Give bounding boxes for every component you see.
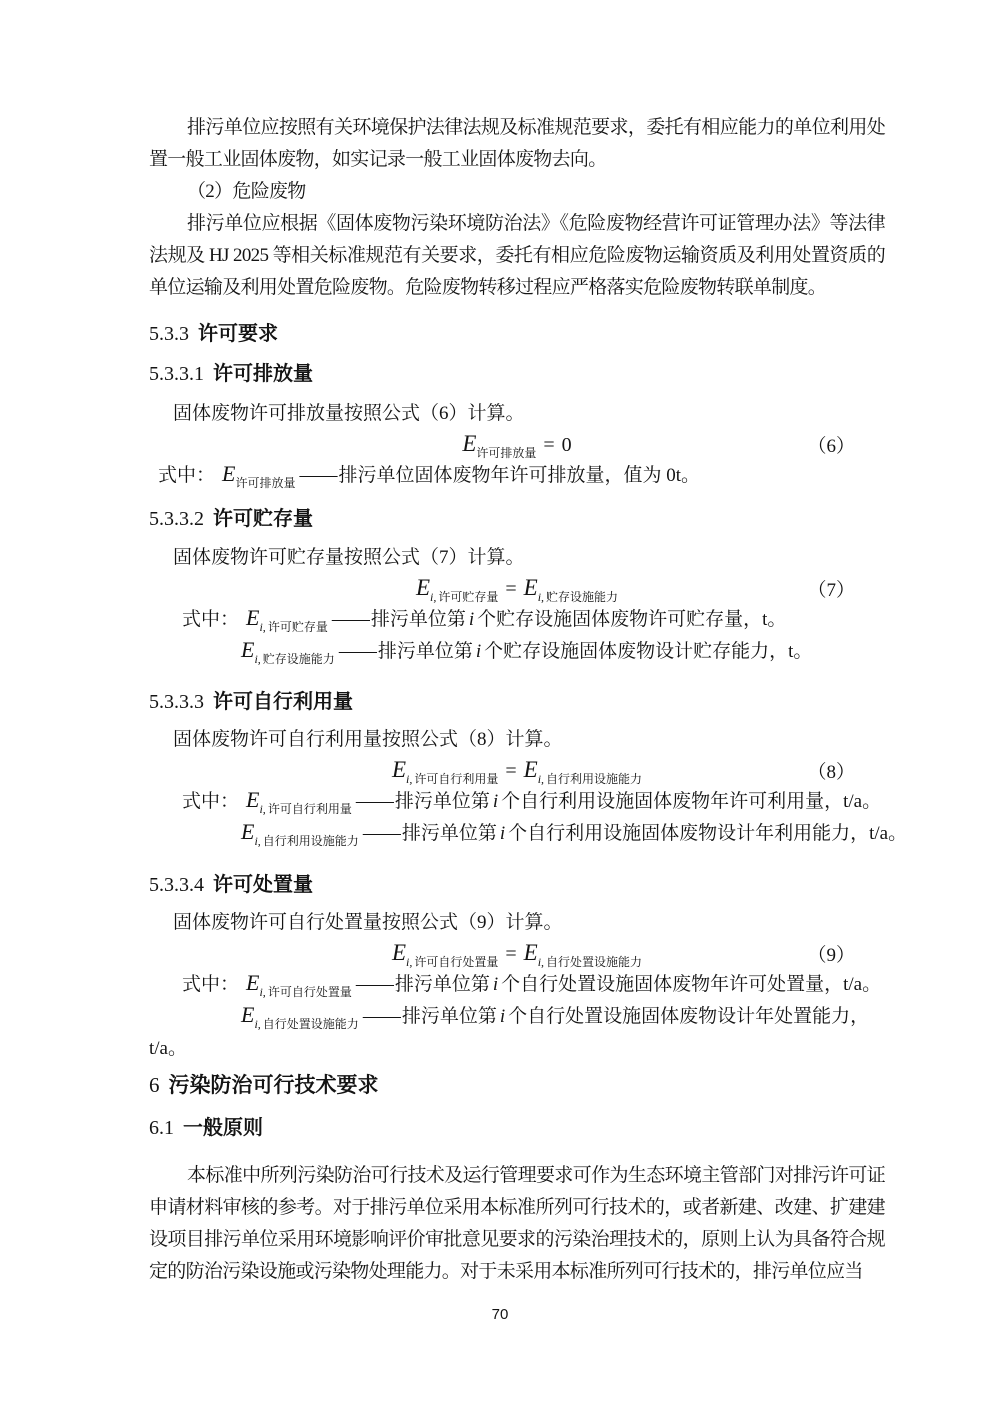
page-number: 70 [491, 1306, 509, 1323]
list-item-hazardous-waste: （2）危险废物 [187, 181, 306, 202]
index-i: i, [254, 1017, 261, 1031]
subscript-text: 许可自行利用量 [414, 772, 499, 786]
heading-number: 5.3.3.4 [149, 874, 204, 896]
formula-9-definition-2-continuation: t/a。 [149, 1038, 187, 1059]
formula-9-lhs-variable: E [391, 940, 406, 965]
where-label: 式中： [182, 974, 240, 995]
definition-text: 个自行处置设施固体废物设计年处置能力， [508, 1006, 870, 1027]
formula-6-intro: 固体废物许可排放量按照公式（6）计算。 [173, 403, 525, 424]
index-i: i [499, 1006, 506, 1027]
heading-title: 一般原则 [183, 1117, 263, 1139]
heading-permitted-disposal [149, 871, 885, 899]
formula-6-lhs-subscript: 许可排放量 [476, 446, 537, 460]
heading-title: 许可排放量 [213, 363, 313, 385]
formula-9 [149, 939, 885, 969]
formula-8-body [391, 757, 643, 786]
em-dash: —— [299, 465, 338, 486]
subscript-text: 贮存设施能力 [262, 652, 335, 666]
index-i: i, [254, 834, 261, 848]
formula-8 [149, 756, 885, 786]
formula-6 [149, 430, 885, 460]
heading-permitted-self-use [149, 688, 885, 716]
definition-text: 排污单位第 [401, 1006, 497, 1027]
heading-number: 5.3.3.3 [149, 691, 204, 713]
index-i: i, [259, 802, 266, 816]
heading-permitted-storage [149, 505, 885, 533]
definition-variable: E [241, 637, 255, 662]
index-i: i, [254, 652, 261, 666]
index-i: i [492, 974, 499, 995]
paragraph-hazardous-waste: 排污单位应根据《固体废物污染环境防治法》《危险废物经营许可证管理办法》等法律法规及 HJ 2025 等相关标准规范有关要求，委托有相应危险废物运输资质及利用处置资质的单位运输及利用处置危险废物。危险废物转移过程应严格落实危险废物转联单制度。 [149, 213, 885, 298]
formula-9-intro: 固体废物许可自行处置量按照公式（9）计算。 [173, 912, 563, 933]
em-dash: —— [362, 823, 401, 844]
heading-number: 5.3.3 [149, 323, 189, 345]
subscript-text: 许可自行处置量 [414, 955, 499, 969]
subscript-text: 自行利用设施能力 [262, 834, 359, 848]
formula-7-lhs-variable: E [415, 575, 430, 600]
definition-text: 个贮存设施固体废物设计贮存能力，t。 [484, 641, 813, 662]
equals-sign: = [505, 578, 517, 600]
equation-number-7: （7） [807, 580, 855, 601]
definition-text: 个自行利用设施固体废物设计年利用能力，t/a。 [508, 823, 908, 844]
formula-6-body [462, 431, 572, 460]
equation-number-8: （8） [807, 762, 855, 783]
formula-7-rhs-subscript [538, 590, 618, 604]
definition-text: 排污单位第 [401, 823, 497, 844]
definition-variable: E [222, 461, 236, 486]
heading-number: 6 [149, 1073, 160, 1097]
definition-variable: E [246, 787, 260, 812]
definition-text: 个自行处置设施固体废物年许可处置量，t/a。 [501, 974, 882, 995]
subscript-text: 许可贮存量 [267, 620, 328, 634]
formula-7-rhs-variable: E [523, 575, 538, 600]
index-i: i [475, 641, 482, 662]
heading-pollution-control-tech [149, 1070, 885, 1101]
definition-subscript [254, 834, 358, 848]
definition-variable: E [246, 605, 260, 630]
formula-9-definition-1 [149, 969, 885, 1001]
equation-number-6: （6） [807, 436, 855, 457]
formula-8-definition-1 [149, 786, 885, 818]
formula-7-intro: 固体废物许可贮存量按照公式（7）计算。 [173, 547, 525, 568]
definition-variable: E [241, 1002, 255, 1027]
formula-7-definition-1 [149, 604, 885, 636]
heading-title: 许可贮存量 [213, 508, 313, 530]
index-i: i, [259, 985, 266, 999]
formula-9-definition-2 [149, 1001, 885, 1033]
where-label: 式中： [182, 609, 240, 630]
definition-text: 排污单位第 [394, 791, 490, 812]
subscript-text: 许可自行处置量 [267, 985, 352, 999]
formula-9-rhs-variable: E [523, 940, 538, 965]
heading-title: 许可要求 [198, 323, 278, 345]
definition-subscript [259, 620, 327, 634]
index-i: i, [406, 955, 413, 969]
definition-variable: E [241, 819, 255, 844]
formula-8-intro: 固体废物许可自行利用量按照公式（8）计算。 [173, 729, 563, 750]
heading-general-principles [149, 1114, 885, 1142]
definition-text: 排污单位固体废物年许可排放量，值为 0t。 [338, 465, 701, 486]
heading-permitted-emission [149, 360, 885, 388]
definition-text: 排污单位第 [394, 974, 490, 995]
heading-number: 5.3.3.2 [149, 508, 204, 530]
formula-9-lhs-subscript [406, 955, 498, 969]
subscript-text: 自行处置设施能力 [262, 1017, 359, 1031]
definition-subscript [254, 1017, 358, 1031]
formula-6-definition [149, 460, 885, 492]
definition-subscript: 许可排放量 [235, 476, 296, 490]
subscript-text: 自行处置设施能力 [546, 955, 643, 969]
heading-number: 6.1 [149, 1117, 174, 1139]
formula-9-body [391, 940, 643, 969]
definition-subscript [259, 802, 351, 816]
heading-permit-requirements [149, 320, 885, 348]
em-dash: —— [338, 641, 377, 662]
formula-7 [149, 574, 885, 604]
heading-title: 污染防治可行技术要求 [168, 1074, 379, 1097]
definition-subscript [254, 652, 334, 666]
heading-title: 许可处置量 [213, 874, 313, 896]
equals-sign: = [505, 760, 517, 782]
formula-8-rhs-variable: E [523, 757, 538, 782]
subscript-text: 自行利用设施能力 [546, 772, 643, 786]
formula-9-rhs-subscript [538, 955, 642, 969]
index-i: i [468, 609, 475, 630]
definition-text: 排污单位第 [377, 641, 473, 662]
formula-8-definition-2 [149, 818, 908, 850]
heading-number: 5.3.3.1 [149, 363, 204, 385]
index-i: i [492, 791, 499, 812]
formula-7-body [415, 575, 619, 604]
formula-7-lhs-subscript [430, 590, 498, 604]
em-dash: —— [355, 791, 394, 812]
definition-text: 个自行利用设施固体废物年许可利用量，t/a。 [501, 791, 882, 812]
definition-text: 排污单位第 [370, 609, 466, 630]
paragraph-general-industrial-waste: 排污单位应按照有关环境保护法律法规及标准规范要求，委托有相应能力的单位利用处置一般工业固体废物，如实记录一般工业固体废物去向。 [149, 117, 885, 170]
definition-variable: E [246, 970, 260, 995]
equation-number-9: （9） [807, 945, 855, 966]
formula-6-lhs-variable: E [462, 431, 477, 456]
subscript-text: 许可贮存量 [438, 590, 499, 604]
where-label: 式中： [158, 465, 216, 486]
equals-sign: = [505, 943, 517, 965]
index-i: i, [537, 590, 545, 604]
formula-8-lhs-subscript [406, 772, 498, 786]
index-i: i, [537, 955, 545, 969]
formula-6-value: 0 [561, 434, 572, 456]
where-label: 式中： [182, 791, 240, 812]
paragraph-general-principles: 本标准中所列污染防治可行技术及运行管理要求可作为生态环境主管部门对排污许可证申请材料审核的参考。对于排污单位采用本标准所列可行技术的，或者新建、改建、扩建建设项目排污单位采用环境影响评价审批意见要求的污染治理技术的，原则上认为具备符合规定的防治污染设施或污染物处理能力。对于未采用本标准所列可行技术的，排污单位应当 [149, 1165, 885, 1282]
em-dash: —— [362, 1006, 401, 1027]
index-i: i, [259, 620, 266, 634]
index-i: i, [430, 590, 437, 604]
formula-8-rhs-subscript [538, 772, 642, 786]
equals-sign: = [543, 434, 555, 456]
index-i: i, [406, 772, 413, 786]
em-dash: —— [331, 609, 370, 630]
definition-text: 个贮存设施固体废物许可贮存量，t。 [477, 609, 787, 630]
em-dash: —— [355, 974, 394, 995]
heading-title: 许可自行利用量 [213, 691, 353, 713]
index-i: i, [537, 772, 545, 786]
formula-7-definition-2 [149, 636, 885, 668]
definition-subscript [259, 985, 351, 999]
formula-8-lhs-variable: E [391, 757, 406, 782]
subscript-text: 许可自行利用量 [267, 802, 352, 816]
index-i: i [499, 823, 506, 844]
subscript-text: 贮存设施能力 [546, 590, 619, 604]
